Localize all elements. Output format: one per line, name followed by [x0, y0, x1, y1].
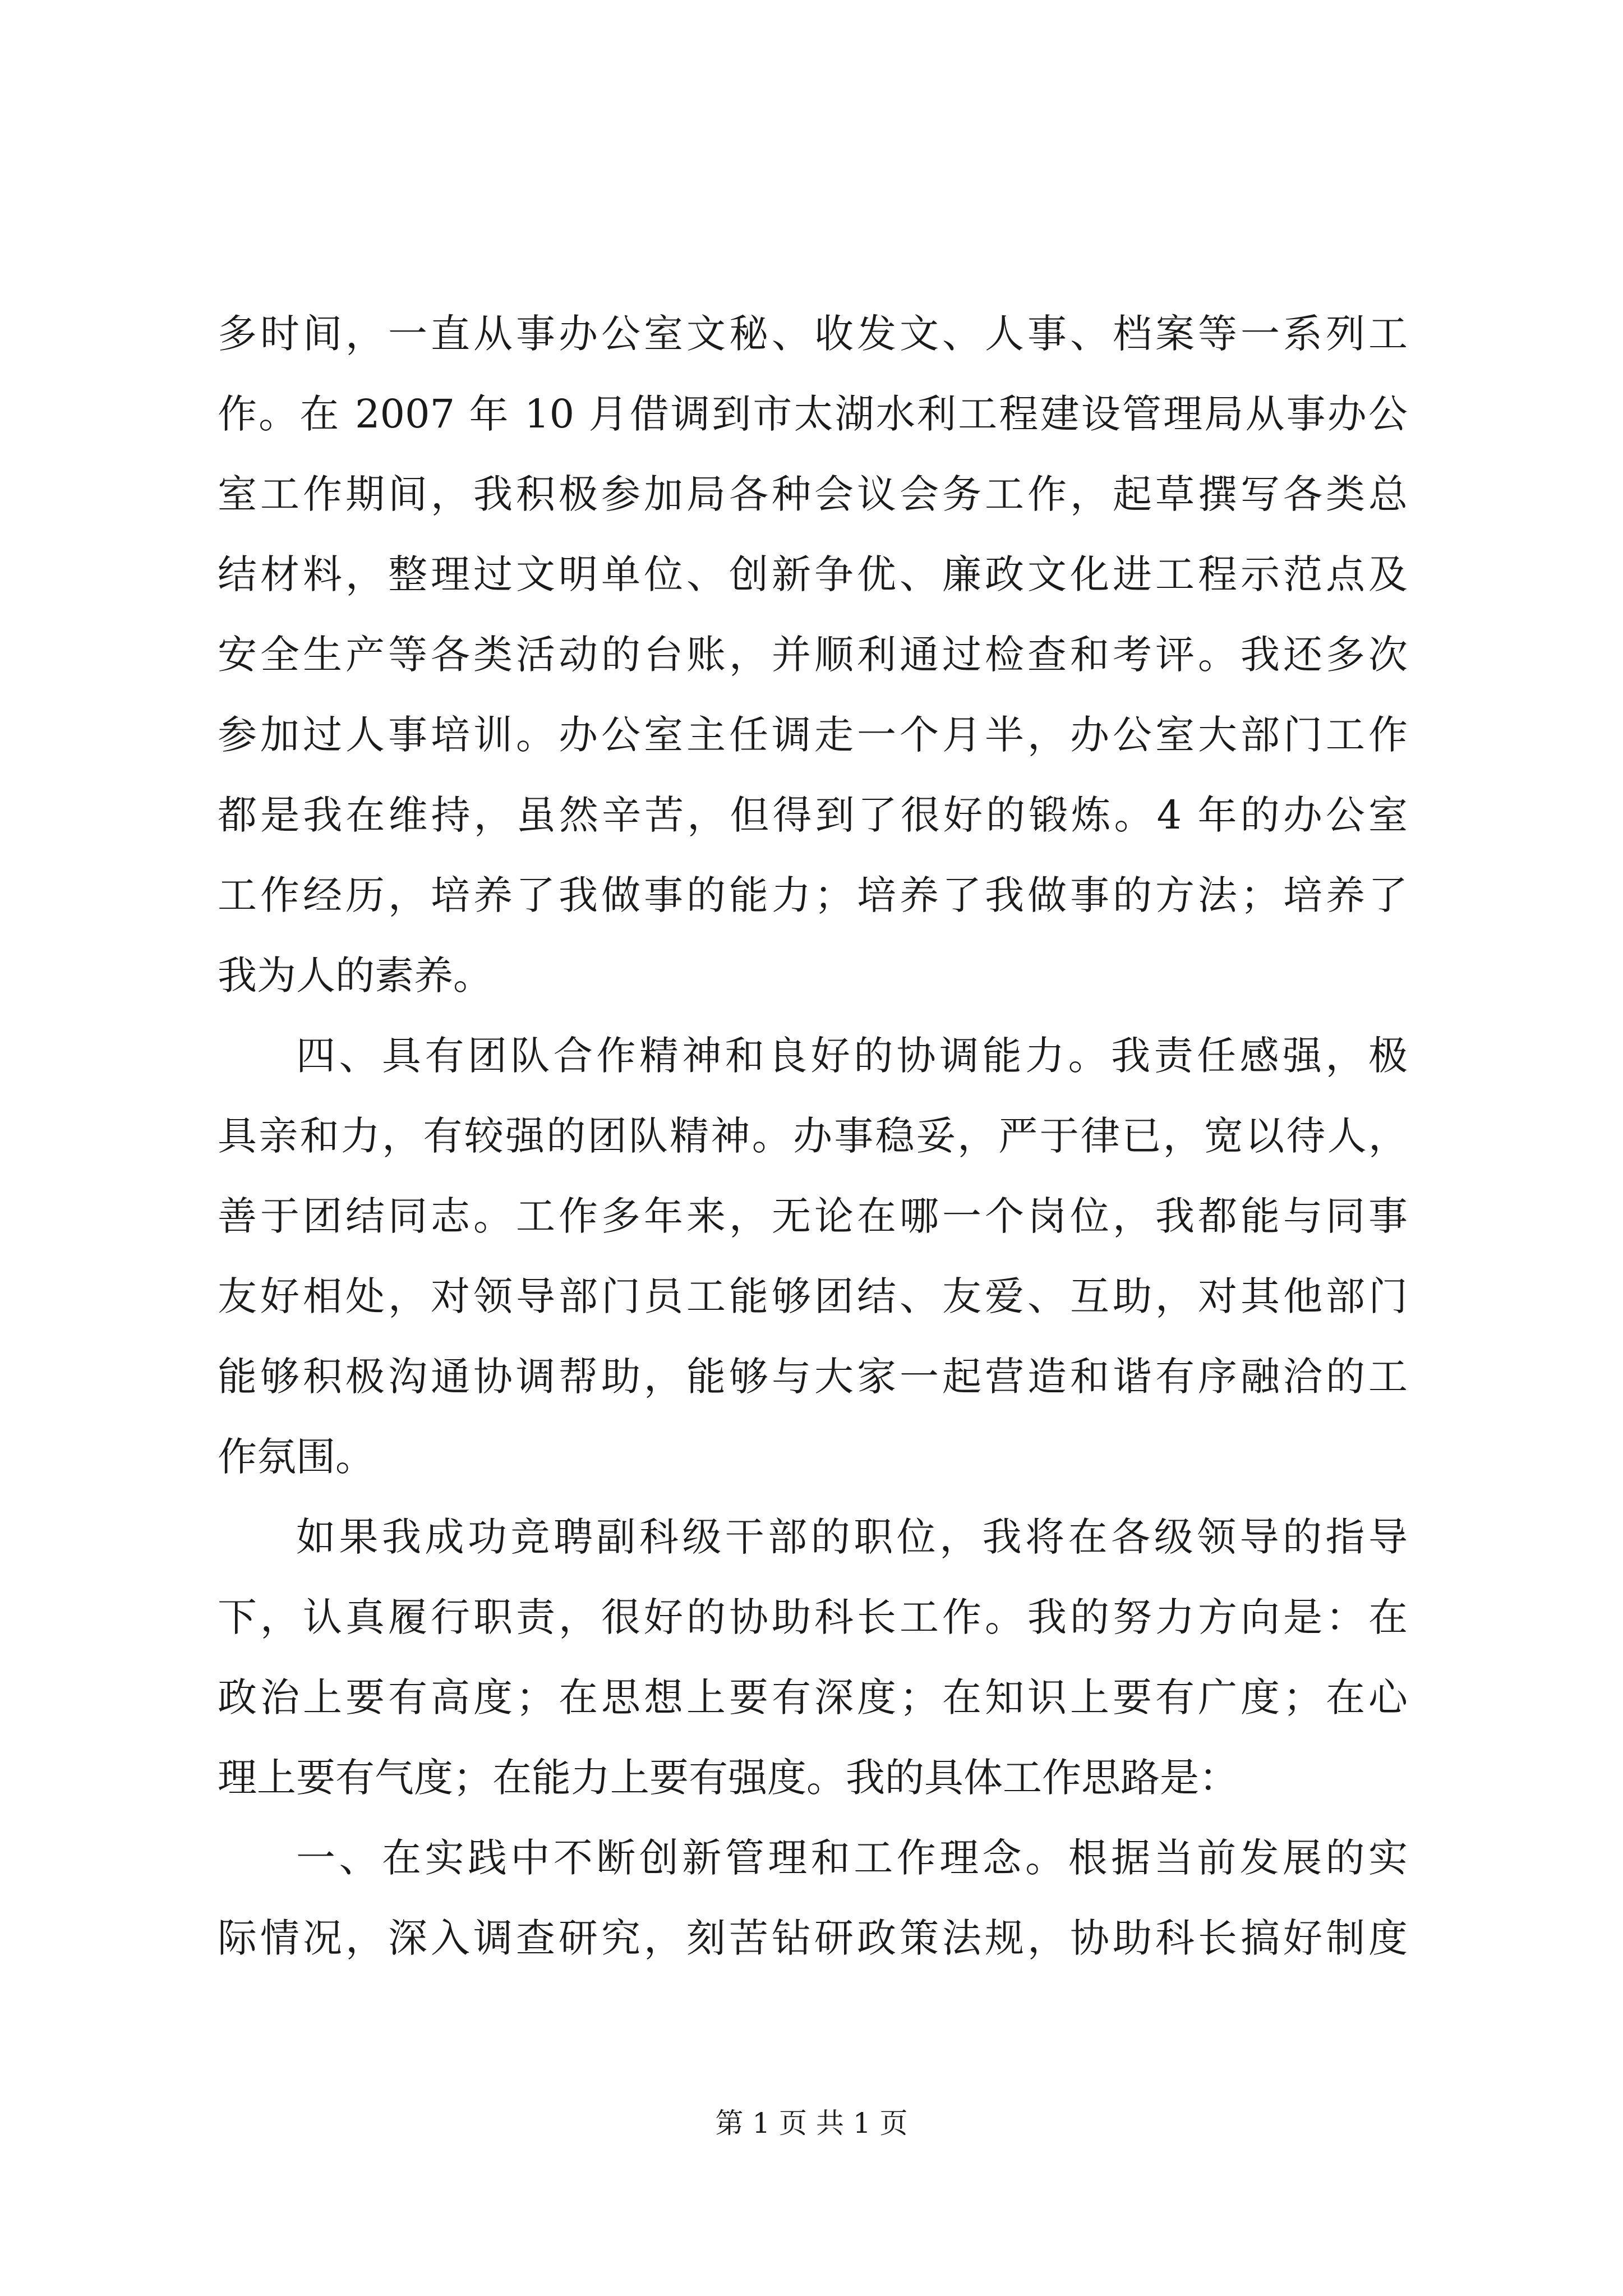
document-body: [218, 294, 1408, 1978]
text-line: 我为人的素养。: [218, 953, 492, 999]
paragraph-start-line: 如果我成功竞聘副科级干部的职位，我将在各级领导的指导: [296, 1514, 1408, 1560]
paragraph-start-line: 一、在实践中不断创新管理和工作理念。根据当前发展的实: [296, 1835, 1408, 1881]
paragraph-start-line: 四、具有团队合作精神和良好的协调能力。我责任感强，极: [296, 1033, 1408, 1079]
text-line: 具亲和力，有较强的团队精神。办事稳妥，严于律已，宽以待人，: [218, 1113, 1408, 1159]
text-line: 政治上要有高度；在思想上要有深度；在知识上要有广度；在心: [218, 1674, 1408, 1720]
page-number-footer: 第 1 页 共 1 页: [715, 2107, 908, 2139]
text-line: 作氛围。: [218, 1434, 375, 1480]
text-line: 能够积极沟通协调帮助，能够与大家一起营造和谐有序融洽的工: [218, 1354, 1408, 1400]
text-line: 际情况，深入调查研究，刻苦钻研政策法规，协助科长搞好制度: [218, 1915, 1408, 1961]
text-line: 都是我在维持，虽然辛苦，但得到了很好的锻炼。4 年的办公室: [218, 792, 1408, 838]
text-line: 理上要有气度；在能力上要有强度。我的具体工作思路是：: [218, 1755, 1238, 1801]
text-line: 工作经历，培养了我做事的能力；培养了我做事的方法；培养了: [218, 872, 1408, 918]
text-line: 下，认真履行职责，很好的协助科长工作。我的努力方向是：在: [218, 1594, 1408, 1640]
text-line: 友好相处，对领导部门员工能够团结、友爱、互助，对其他部门: [218, 1273, 1408, 1319]
text-line: 室工作期间，我积极参加局各种会议会务工作，起草撰写各类总: [218, 471, 1408, 517]
text-line: 作。在 2007 年 10 月借调到市太湖水利工程建设管理局从事办公: [218, 391, 1408, 437]
text-line: 结材料，整理过文明单位、创新争优、廉政文化进工程示范点及: [218, 551, 1408, 597]
text-line: 善于团结同志。工作多年来，无论在哪一个岗位，我都能与同事: [218, 1193, 1408, 1239]
text-line: 安全生产等各类活动的台账，并顺利通过检查和考评。我还多次: [218, 632, 1408, 678]
text-line: 多时间，一直从事办公室文秘、收发文、人事、档案等一系列工: [218, 311, 1408, 357]
text-line: 参加过人事培训。办公室主任调走一个月半，办公室大部门工作: [218, 712, 1408, 758]
